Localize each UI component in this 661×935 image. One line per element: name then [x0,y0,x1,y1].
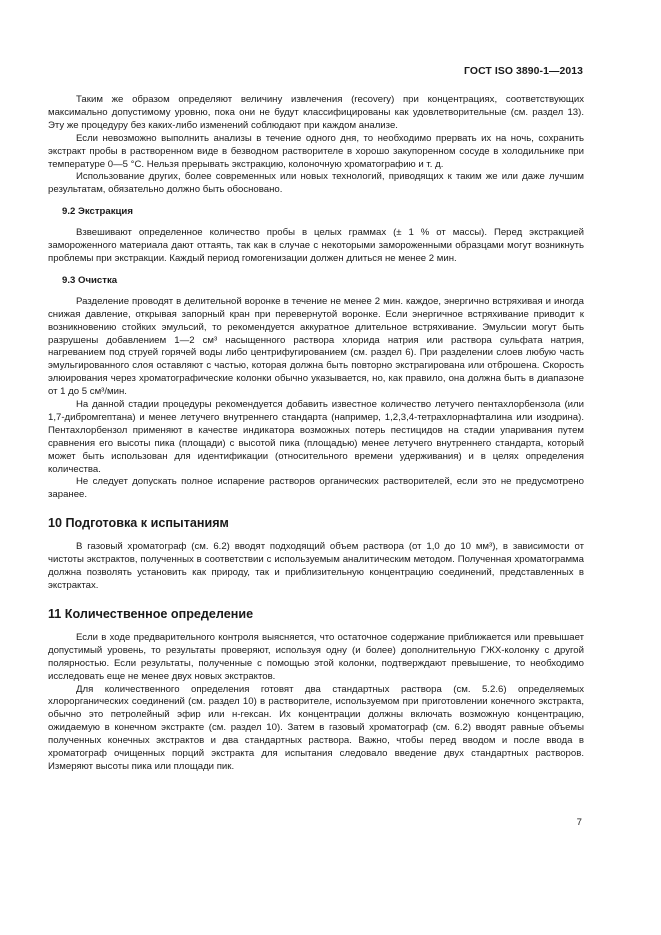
paragraph: Взвешивают определенное количество пробы в целых граммах (± 1 % от массы). Перед экстракцией замороженного материала дают оттаять, так как в случае с некоторыми замороженными образцами могут возникнуть проблемы при экстракции. Каждый период гомогенизации должен длиться не менее 2 мин. [48,227,584,264]
section-heading-test-preparation: 10 Подготовка к испытаниям [48,516,229,531]
paragraph: Для количественного определения готовят два стандартных раствора (см. 5.2.6) определяемых хлорорганических соединений (см. раздел 10) в растворителе, используемом при приготовлении конечного экстракта, обычно это петролейный эфир или н-гексан. Их концентрации должны включать возможную концентрацию, ожидаемую в конечном экстракте (см. раздел 10). Затем в газовый хроматограф (см. 6.2) вводят равные объемы полученных конечных экстрактов и два стандартных раствора. Важно, чтобы перед вводом и после ввода в хроматограф очищенных порций экстракта для испытания следовало введение двух стандартных растворов. Измеряют высоты пика или площади пик. [48,683,584,772]
subsection-heading-cleanup: 9.3 Очистка [62,274,118,286]
paragraph: Если невозможно выполнить анализы в течение одного дня, то необходимо прервать их на ночь, сохранить экстракт пробы в растворенном виде в безводном растворителе в хорошо закупоренном сосуде в холодильнике при температуре 0—5 °С. Нельзя прерывать экстракцию, колоночную хроматографию и т. д. [48,132,584,170]
paragraph: На данной стадии процедуры рекомендуется добавить известное количество летучего пентахлорбензола (или 1,7-дибромгептана) и менее летучего внутреннего стандарта (например, 1,2,3,4-тетрахлорнафталина или изодрина). Пентахлорбензол применяют в качестве индикатора возможных потерь пестицидов на стадии упаривания путем сравнения его высоты пика (площади) с высотой пика (площадью) менее летучего внутреннего стандарта, который может быть использован для идентификации (относительного времени удерживания) и в целях определения количества. [48,399,584,475]
section-heading-quantification: 11 Количественное определение [48,606,254,621]
paragraph: Таким же образом определяют величину извлечения (recovery) при концентрациях, соответствующих максимально допустимому уровню, пока они не будут классифицированы как удовлетворительные (см. раздел 13). Эту же процедуру без каких-либо изменений соблюдают при каждом анализе. [48,94,584,131]
paragraph: В газовый хроматограф (см. 6.2) вводят подходящий объем раствора (от 1,0 до 10 мм³), в зависимости от чистоты экстрактов, полученных в соответствии с используемым аналитическим методом. Полученная хроматограмма должна позволять установить как природу, так и приблизительную концентрацию соединений, представленных в экстрактах. [48,541,584,591]
paragraph: Не следует допускать полное испарение растворов органических растворителей, если это не предусмотрено заранее. [48,476,584,501]
paragraph: Использование других, более современных или новых технологий, приводящих к таким же или даже лучшим результатам, обязательно должно быть обосновано. [48,171,584,196]
page-content [48,94,584,774]
paragraph: Если в ходе предварительного контроля выясняется, что остаточное содержание приближается или превышает допустимый уровень, то результаты проверяют, используя одну (и более) дополнительную ГЖХ-колонку с другой полярностью. Если результаты, полученные с помощью этой колонки, подтверждают превышение, то необходимо исследовать еще не менее двух новых экстрактов. [48,631,584,682]
page-number: 7 [576,817,582,828]
paragraph: Разделение проводят в делительной воронке в течение не менее 2 мин. каждое, энергично встряхивая и иногда снижая давление, открывая запорный кран при перевернутой воронке. Если энергичное встряхивание приводит к возникновению стойких эмульсий, то рекомендуется аккуратное длительное встряхивание. Эмульсии могут быть разрушены добавлением 1—2 см³ насыщенного раствора хлорида натрия или раствора сульфата натрия, нагреванием под струей горячей воды либо центрифугированием (см. раздел 6). При разделении слоев любую часть эмульгированного слоя оставляют с частью, которая должна быть повторно экстрагирована или отброшена. Скорость элюирования через хроматографические колонки обычно указывается, но, как правило, она должна быть в диапазоне от 1 до 5 см³/мин. [48,295,584,398]
subsection-heading-extraction: 9.2 Экстракция [62,206,133,218]
standard-code-header: ГОСТ ISO 3890-1—2013 [464,66,583,77]
